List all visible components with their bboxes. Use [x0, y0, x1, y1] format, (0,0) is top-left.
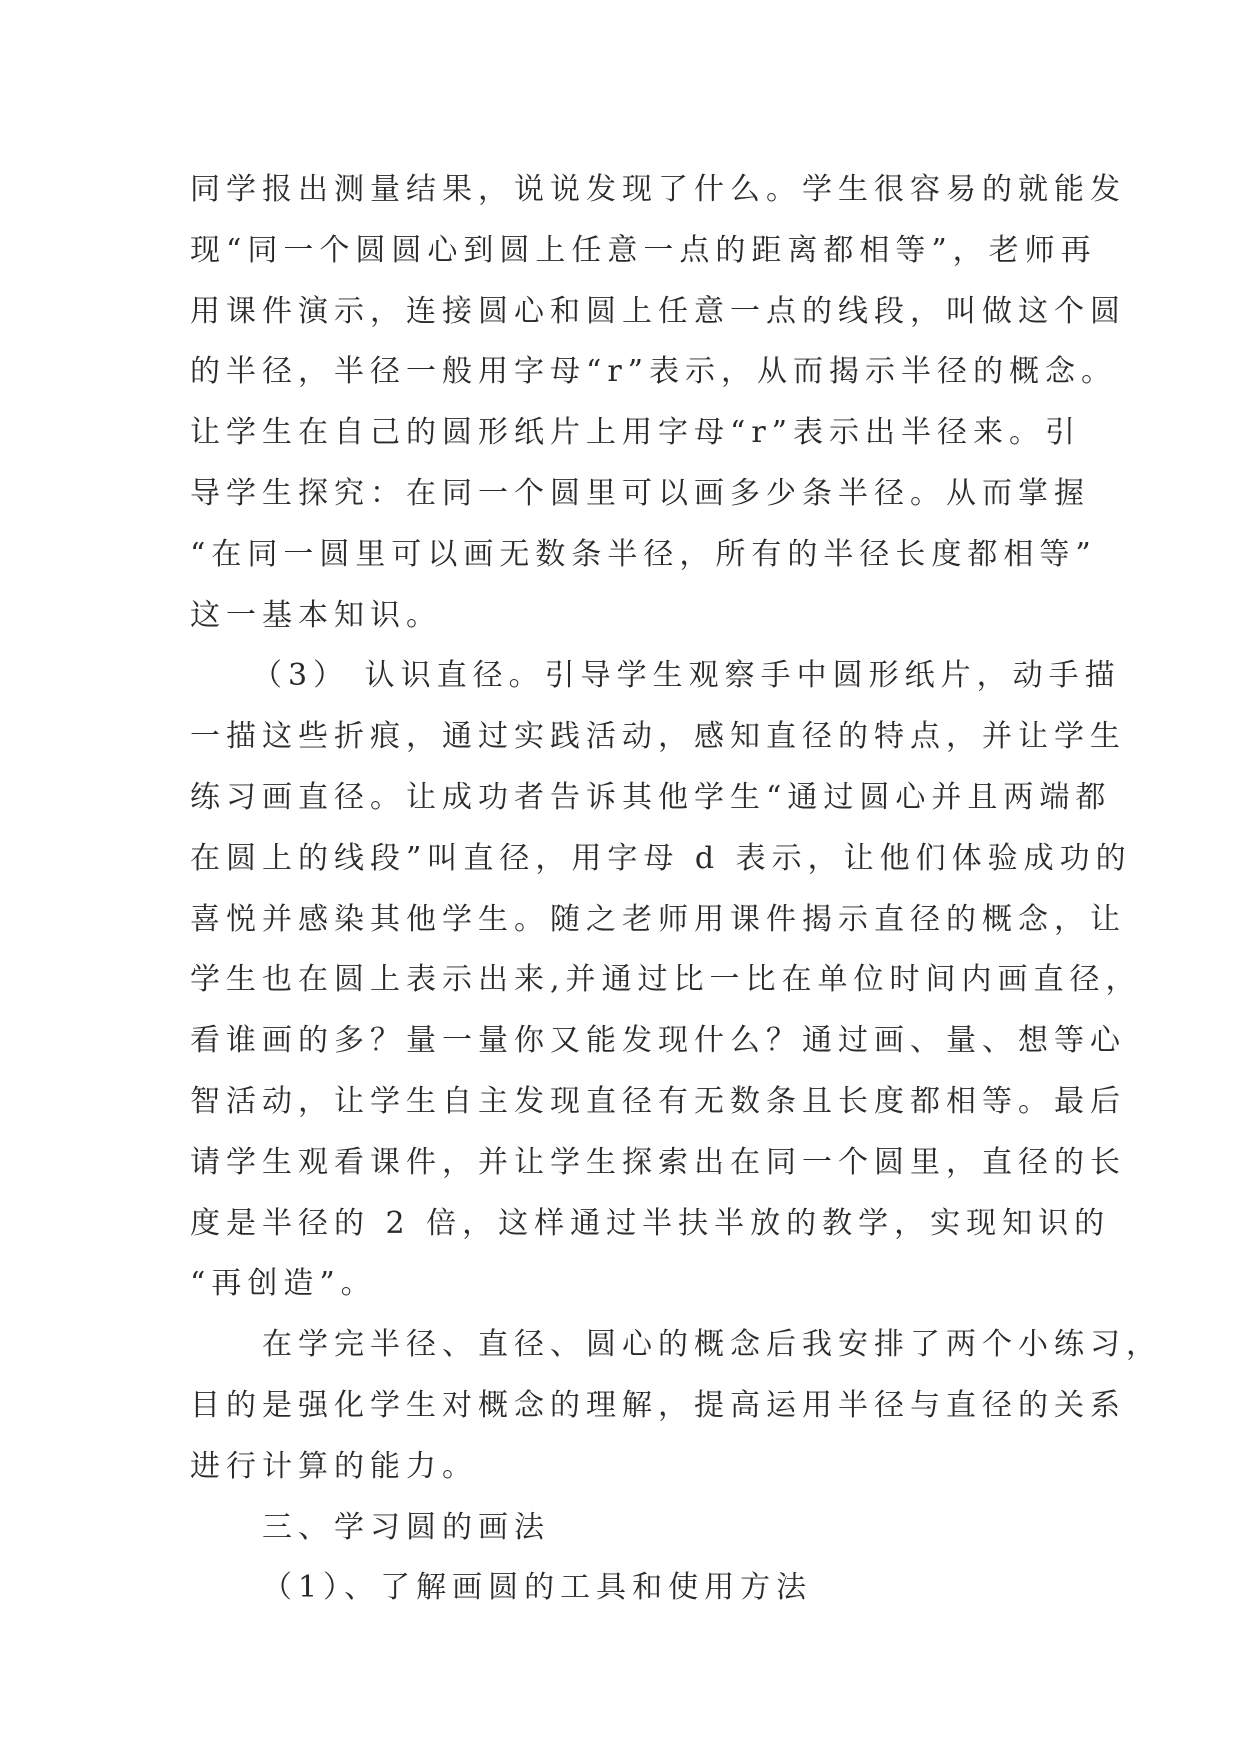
section-heading: 三、学习圆的画法	[262, 1509, 550, 1545]
text-line-6: 导学生探究：在同一个圆里可以画多少条半径。从而掌握	[190, 475, 1090, 511]
text-line-19: “再创造”。	[190, 1266, 377, 1302]
text-line-3: 用课件演示，连接圆心和圆上任意一点的线段，叫做这个圆	[190, 293, 1126, 329]
text-line-22: 进行计算的能力。	[190, 1448, 478, 1484]
text-line-1: 同学报出测量结果，说说发现了什么。学生很容易的就能发	[190, 172, 1126, 207]
text-line-14: 学生也在圆上表示出来,并通过比一比在单位时间内画直径，	[190, 962, 1142, 998]
text-line-18: 度是半径的 2 倍，这样通过半扶半放的教学，实现知识的	[190, 1205, 1111, 1241]
text-line-21: 目的是强化学生对概念的理解，提高运用半径与直径的关系	[190, 1387, 1126, 1423]
text-line-4: 的半径，半径一般用字母“r”表示，从而揭示半径的概念。	[190, 354, 1118, 390]
subsection-heading: （1）、了解画圆的工具和使用方法	[262, 1570, 813, 1606]
text-line-10: 一描这些折痕，通过实践活动，感知直径的特点，并让学生	[190, 719, 1126, 755]
text-line-17: 请学生观看课件，并让学生探索出在同一个圆里，直径的长	[190, 1144, 1126, 1180]
text-line-7: “在同一圆里可以画无数条半径，所有的半径长度都相等”	[190, 536, 1097, 572]
text-line-11: 练习画直径。让成功者告诉其他学生“通过圆心并且两端都	[190, 779, 1112, 815]
text-line-9: （3） 认识直径。引导学生观察手中圆形纸片，动手描	[252, 658, 1121, 694]
text-line-20: 在学完半径、直径、圆心的概念后我安排了两个小练习，	[262, 1327, 1162, 1363]
body-text	[190, 160, 1162, 1619]
text-line-8: 这一基本知识。	[190, 597, 442, 633]
text-line-12: 在圆上的线段”叫直径，用字母 d 表示，让他们体验成功的	[190, 840, 1132, 876]
text-line-16: 智活动，让学生自主发现直径有无数条且长度都相等。最后	[190, 1083, 1126, 1119]
text-line-2: 现“同一个圆圆心到圆上任意一点的距离都相等”，老师再	[190, 232, 1097, 268]
text-line-15: 看谁画的多？量一量你又能发现什么？通过画、量、想等心	[190, 1023, 1126, 1059]
text-line-5: 让学生在自己的圆形纸片上用字母“r”表示出半径来。引	[190, 415, 1082, 451]
text-line-13: 喜悦并感染其他学生。随之老师用课件揭示直径的概念，让	[190, 901, 1126, 937]
